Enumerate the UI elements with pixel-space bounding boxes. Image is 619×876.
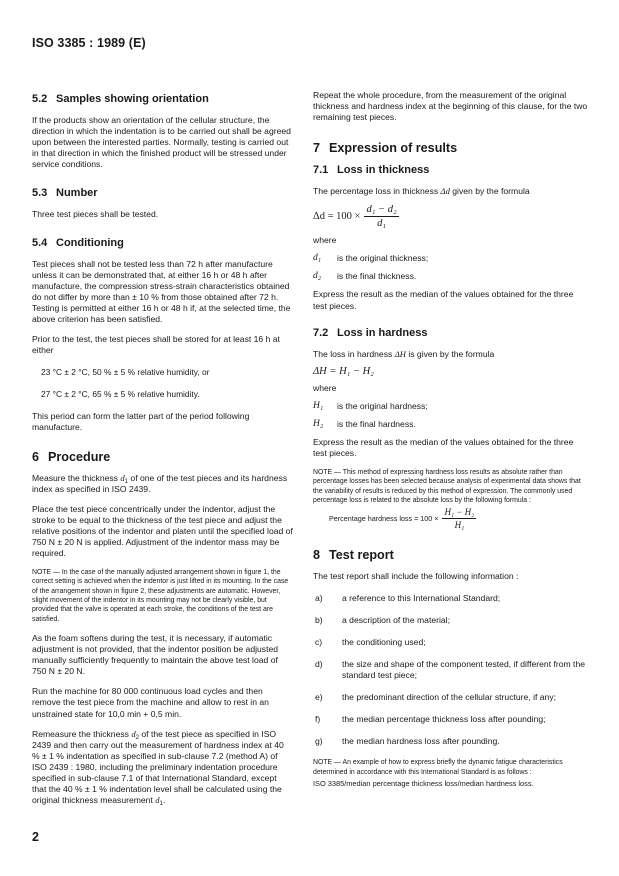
- formula-fraction: [442, 507, 476, 530]
- paragraph-procedure-4: Run the machine for 80 000 continuous load cycles and then remove the test piece from the machine and allow to rest in an unstrained state for 10,0 min + 0,5 min.: [32, 686, 269, 719]
- section-number: 5.4: [32, 236, 48, 249]
- test-report-example: ISO 3385/median percentage thickness loss/median hardness loss.: [313, 778, 534, 788]
- section-number: 8: [313, 548, 321, 563]
- heading-6: [32, 450, 293, 464]
- paragraph-procedure-3: As the foam softens during the test, it is necessary, if automatic adjustment is not provided, that the indentor position be adjusted manually sufficiently frequently to maintain the above test load of 750 N ± 20 N.: [32, 632, 279, 677]
- list-item-text: the median percentage thickness loss after pounding;: [342, 714, 546, 725]
- heading-5-2: [32, 93, 293, 105]
- paragraph-conditioning-2: Prior to the test, the test pieces shall be stored for at least 16 h at either: [32, 334, 280, 356]
- list-item: [313, 615, 589, 626]
- formula-lhs: Δd = 100 ×: [313, 211, 361, 223]
- page-number: 2: [32, 830, 39, 844]
- paragraph-repeat: Repeat the whole procedure, from the measurement of the original thickness and hardness index at the beginning of this clause, for the two remaining test pieces.: [313, 90, 588, 123]
- list-item: [313, 714, 589, 725]
- heading-5-4: [32, 237, 293, 249]
- standard-header: ISO 3385 : 1989 (E): [32, 36, 146, 50]
- formula-lhs: Percentage hardness loss = 100 ×: [329, 514, 439, 524]
- condition-option-1: 23 °C ± 2 °C, 50 % ± 5 % relative humidity, or: [41, 367, 210, 378]
- list-item-label: e): [315, 692, 323, 703]
- formula-fraction: [364, 204, 398, 229]
- where-text: is the original hardness;: [337, 400, 428, 411]
- heading-8: [313, 548, 589, 562]
- where-symbol: H₁: [313, 400, 324, 411]
- list-item-text: the median hardness loss after pounding.: [342, 736, 500, 747]
- where-text: is the final thickness.: [337, 271, 417, 282]
- list-item: [313, 736, 589, 747]
- paragraph-thickness-express: Express the result as the median of the values obtained for the three test pieces.: [313, 289, 574, 311]
- left-column: [32, 90, 293, 815]
- section-title: Samples showing orientation: [56, 93, 209, 105]
- section-number: 5.3: [32, 187, 48, 200]
- where-text: is the final hardness.: [337, 418, 416, 429]
- formula-denominator: d₁: [377, 218, 386, 230]
- section-title: Number: [56, 187, 98, 200]
- list-item: [313, 692, 589, 703]
- list-item: [313, 637, 589, 648]
- section-title: Procedure: [48, 449, 111, 464]
- list-item-label: g): [315, 736, 323, 747]
- formula-denominator: H₁: [454, 520, 465, 531]
- formula-thickness-loss: [313, 204, 589, 229]
- note-procedure: NOTE — In the case of the manually adjusted arrangement shown in figure 1, the correct setting is achieved when the indentor is just lifted in its mounting. In the case of the arrangement shown in figure 2, these adjustments are automatic. However, slight movement of the indentor in its mounting may not be clearly visible, but provided that the valve is operated at each stroke, the conditions of the test are satisfied.: [32, 569, 289, 623]
- paragraph-orientation: If the products show an orientation of the cellular structure, the direction in which the indentation is to be carried out shall be agreed upon between the interested parties. Normally, testing is carried out in that direction in which the finished product will be stressed under service conditions.: [32, 115, 291, 170]
- list-item-text: the conditioning used;: [342, 637, 426, 648]
- paragraph-procedure-5: Remeasure the thickness $d_2$ of the test piece as specified in ISO 2439 and then carry out the measurement of hardness index at 40 % ± 1 % indentation as specified in sub-clause 7.2 (method A) of ISO 2439 : 1980, including the preliminary indentation procedure specified in sub-clause 7.1 of that International Standard, except that the 40 % ± 1 % indentation level shall be calculated using the original thickness measurement $d_1$.: [32, 728, 284, 808]
- section-number: 6: [32, 449, 40, 464]
- paragraph-procedure-1: Measure the thickness $d_1$ of one of the test pieces and its hardness index as specified in ISO 2439.: [32, 472, 288, 494]
- list-item-label: c): [315, 637, 323, 648]
- paragraph-thickness-loss: The percentage loss in thickness Δd given by the formula: [313, 186, 530, 197]
- section-number: 7.1: [313, 164, 329, 177]
- section-number: 7.2: [313, 326, 329, 339]
- heading-5-3: [32, 187, 293, 199]
- where-item: [313, 401, 589, 412]
- where-item: [313, 271, 589, 282]
- where-symbol: d₂: [313, 271, 322, 282]
- note-test-report: NOTE — An example of how to express briefly the dynamic fatigue characteristics determined in accordance with this International Standard is as follows :: [313, 759, 563, 776]
- list-item-label: a): [315, 593, 323, 604]
- note-hardness: NOTE — This method of expressing hardness loss results as absolute rather than percentage losses has been selected because analysis of experimental data shows that the variability of results is reduced by this method of expression. The commonly used percentage loss is related to the absolute loss by the following formula :: [313, 469, 581, 504]
- where-text: is the original thickness;: [337, 253, 429, 264]
- right-column: [313, 90, 589, 797]
- paragraph-test-report-intro: The test report shall include the following information :: [313, 571, 519, 582]
- paragraph-conditioning-3: This period can form the latter part of the period following manufacture.: [32, 411, 250, 433]
- condition-option-2: 27 °C ± 2 °C, 65 % ± 5 % relative humidity.: [41, 389, 200, 400]
- formula-percentage-hardness-loss: [329, 507, 589, 530]
- list-item-label: d): [315, 659, 323, 670]
- list-item: [313, 659, 589, 681]
- paragraph-conditioning-1: Test pieces shall not be tested less than 72 h after manufacture unless it can be demonstrated that, at either 16 h or 48 h after manufacture, the compression stress-strain characteristics obtained do not differ by more than ± 10 % from those obtained after 72 h. Testing is permitted at either 16 h or 48 h if, at the selected time, the above criterion has been satisfied.: [32, 258, 291, 325]
- list-item-text: a description of the material;: [342, 615, 450, 626]
- section-title: Conditioning: [56, 236, 124, 249]
- where-symbol: H₂: [313, 418, 324, 429]
- list-item-text: a reference to this International Standard;: [342, 593, 501, 604]
- list-item-text: the predominant direction of the cellular structure, if any;: [342, 692, 557, 703]
- paragraph-number: Three test pieces shall be tested.: [32, 209, 159, 220]
- section-title: Loss in hardness: [337, 326, 428, 339]
- heading-7-1: [313, 164, 589, 176]
- where-label: where: [313, 235, 337, 246]
- section-title: Expression of results: [329, 141, 458, 156]
- where-item: [313, 253, 589, 264]
- where-item: [313, 419, 589, 430]
- where-symbol: d₁: [313, 253, 322, 264]
- heading-7: [313, 141, 589, 155]
- test-report-items: [313, 593, 589, 747]
- list-item-text: the size and shape of the component tested, if different from the standard test piece;: [342, 659, 586, 681]
- paragraph-hardness-loss: The loss in hardness ΔH is given by the formula: [313, 348, 495, 359]
- paragraph-procedure-2: Place the test piece concentrically under the indentor, adjust the stroke to be equal to the thickness of the test piece and adjust the relative positions of the indentor and platen until the specified load of 750 N ± 20 N is applied. Adjustment of the indentor mass may be required.: [32, 503, 293, 559]
- list-item: [313, 593, 589, 604]
- section-number: 5.2: [32, 93, 48, 105]
- paragraph-hardness-express: Express the result as the median of the values obtained for the three test pieces.: [313, 436, 574, 458]
- list-item-label: b): [315, 615, 323, 626]
- list-item-label: f): [315, 714, 321, 725]
- formula-numerator: d₁ − d₂: [366, 204, 397, 216]
- section-number: 7: [313, 141, 321, 156]
- section-title: Loss in thickness: [337, 164, 430, 177]
- formula-numerator: H₁ − H₂: [444, 507, 475, 518]
- formula-hardness-loss: ΔH = H₁ − H₂: [313, 365, 374, 377]
- where-label: where: [313, 382, 337, 393]
- section-title: Test report: [329, 548, 394, 563]
- heading-7-2: [313, 327, 589, 339]
